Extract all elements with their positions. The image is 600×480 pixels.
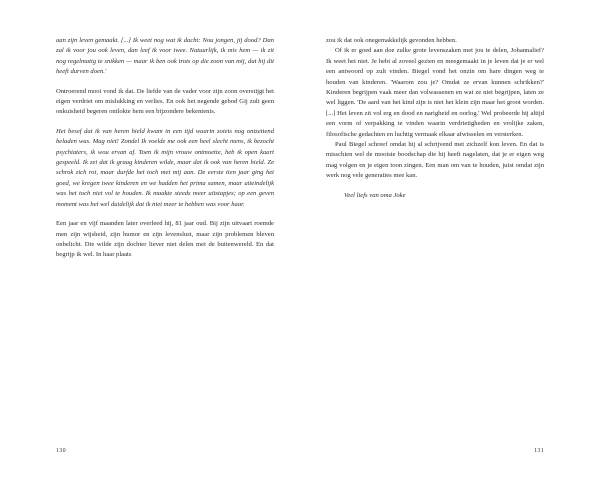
- paragraph: Paul Biegel schreef omdat hij al schrijvend met zichzelf kon leven. En dat is misschien wel de mooiste boodschap die hij heeft nagelaten, dat je er eigen weg mag volgen en je eigen toon zingen. Een man om van te houden, juist omdat zijn werk nog vele generaties mee kan.: [326, 141, 544, 180]
- paragraph: Het besef dat ik van heren hield kwam in een tijd waarin zoiets nog ontzettend beladen was. Mag niet! Zondel Ik voelde me ook een heel slecht mens, ik bezocht psychiaters, ik wou ervan af. Toen ik mijn vrouw ontmoette, heb ik open kaart gespeeld. Ik zei dat ik graag kinderen wilde, maar dat ik ook van heren hield. Ze schrok zich rot, maar durfde het toch met mij aan. De eerste tien jaar ging het goed, we kregen twee kinderen en we hadden het prima samen, maar uiteindelijk was het toch niet vol te houden. Ik maakte steeds meer uitstapjes; op een geven moment was het wel duidelijk dat ik niet meer te hebben was voor haar.: [56, 127, 274, 208]
- paragraph: Een jaar en vijf maanden later overleed hij, 81 jaar oud. Bij zijn uitvaart roemde men zijn wijsheid, zijn humor en zijn levenslust, maar zijn problemen bleven onbelicht. Die wilde zijn dochter liever niet delen met de buitenwereld. En dat begrijp ik wel. In haar plaats: [56, 220, 274, 259]
- page-number-right: 131: [534, 448, 544, 454]
- paragraph: Of ik er goed aan doe zulke grote levenszaken met jou te delen, Johannalief? Ik weet het niet. Je hebt al zoveel gezien en meegemaakt in je leven dat je er wel een antwoord op zult vinden. Biegel vond het onzin om hare dingen weg te houden van kinderen. 'Waarom zou je? Omdat ze ervan kunnen schrikken?' Kinderen begrijpen vaak meer dan volwassenen en wat ze niet begrijpen, laten ze wel liggen. 'De aard van het kind zijn is niet het klein zijn maar het groot worden. [...] Het leven zit vol erg en dood en narigheid en oorlog.' Wel probeerde hij altijd een vorm of verpakking te vinden waarin verdrietigheden en vrolijke zaken, filosofische gedachten en luchtig vermaak elkaar afwisselen en versterken.: [326, 47, 544, 138]
- paragraph: aan zijn leven gemaakt. [...] Ik weet nog wat ik dacht: Nou jongen, jij dood? Dan zal ik voor jou ook leven, dan leef ik voor twee. Natuurlijk, ik mis hem — ik zit nog regelmatig te snikken — maar ik ben ook trots op die zoon van mij, dat hij dit heeft durven doen.': [56, 37, 274, 76]
- paragraph: Ontroerend mooi vond ik dat. De liefde van de vader voor zijn zoon overstijgt het eigen verdriet om mislukking en verlies. En ook het negende gebod Gij zult geen onkuisheid begeren ontlokte hem een bijzondere bekentenis.: [56, 87, 274, 116]
- right-text-column: [326, 36, 544, 201]
- paragraph: zou ik dat ook onegemakkelijk gevonden hebben.: [326, 37, 457, 44]
- page-right: [300, 0, 600, 480]
- signature-line: Veel liefs van oma Joke: [344, 191, 406, 199]
- page-number-left: 130: [56, 448, 66, 454]
- left-text-column: [56, 36, 274, 261]
